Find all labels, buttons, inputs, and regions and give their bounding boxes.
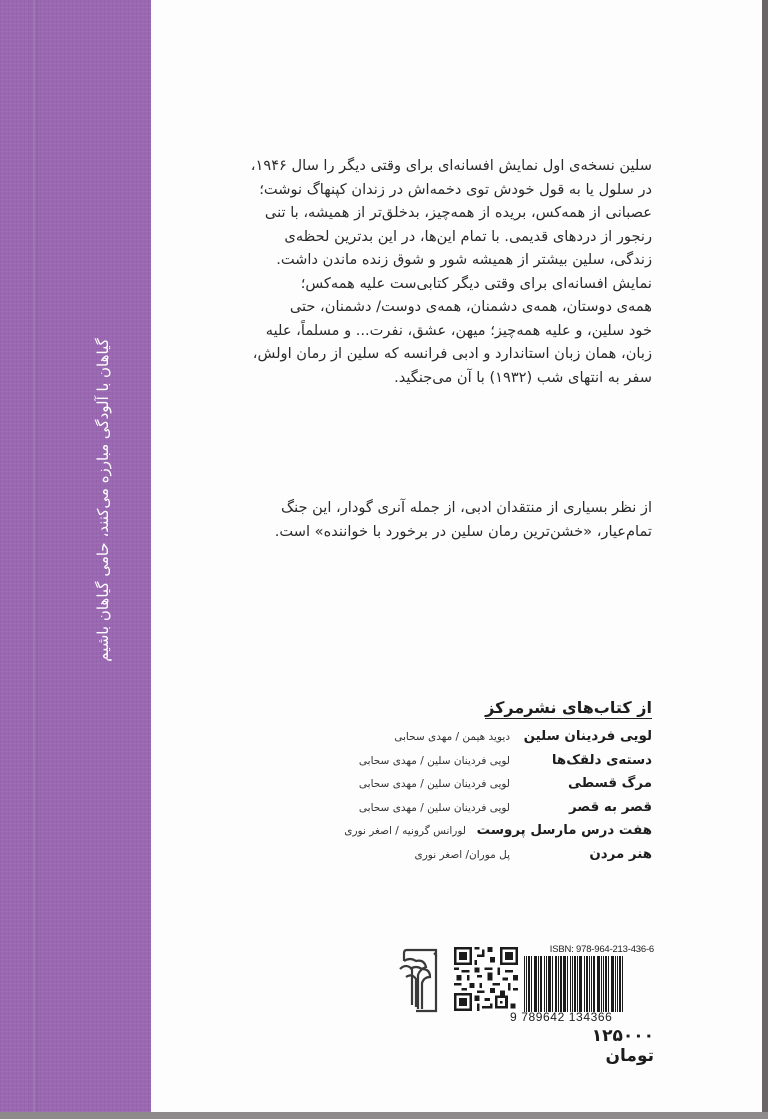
blurb-line: عصبانی از همه‌کس، بریده از همه‌چیز، بدخلق‌تر از همیشه، با تنی (264, 204, 652, 221)
blurb-line: در سلول یا به قول خودش توی دخمه‌اش در زندان کپنهاگ نوشت؛ (259, 180, 652, 198)
publisher-logo-icon (396, 947, 440, 1013)
blurb-line (232, 154, 652, 178)
book-title: هفت درس مارسل پروست (476, 823, 652, 838)
book-item (330, 753, 652, 777)
blurb-line-text: سلین نسخه‌ی اول نمایش افسانه‌ای برای وقتی دیگر را سال ۱۹۴۶، (250, 157, 652, 174)
blurb-paragraph-2 (232, 496, 652, 543)
book-title: مرگ قسطی (568, 776, 652, 791)
blurb-line: زبان، همان زبان استاندارد و ادبی فرانسه که سلین از رمان اولش، (252, 345, 652, 362)
blurb-line: تمام‌عیار، «خشن‌ترین رمان سلین در برخورد با خواننده» است. (274, 522, 652, 540)
spine-band (0, 0, 151, 1112)
spine-crease (30, 0, 38, 1112)
blurb-line: زندگی، سلین بیشتر از همیشه شور و شوق زنده ماندن داشت. (276, 251, 652, 268)
books-section-title: از کتاب‌های نشرمرکز (485, 698, 652, 717)
book-title: لویی فردینان سلین (523, 729, 652, 744)
blurb-line: از نظر بسیاری از منتقدان ادبی، از جمله آنری گودار، این جنگ (281, 499, 652, 516)
book-title: دسته‌ی دلقک‌ها (551, 752, 652, 768)
isbn-text: ISBN: 978-964-213-436-6 (549, 944, 654, 955)
book-title: هنر مردن (589, 846, 652, 862)
book-author-translator: لویی فردینان سلین / مهدی سحابی (358, 754, 510, 767)
book-author-translator: پل موران/ اصغر نوری (414, 848, 510, 861)
book-author-translator: لورانس گرونیه / اصغر نوری (344, 825, 466, 837)
qr-code (454, 946, 518, 1012)
book-item (330, 729, 652, 753)
blurb-line: نمایش افسانه‌ای برای وقتی دیگر کتابی‌ست علیه همه‌کس؛ (300, 274, 652, 292)
blurb-line: همه‌ی دوستان، همه‌ی دشمنان، همه‌ی دوست/ دشمنان، حتی (289, 298, 652, 315)
blurb-paragraph-1 (232, 154, 652, 389)
book-title: قصر به قصر (568, 799, 652, 815)
blurb-line: سفر به انتهای شب (۱۹۳۲) با آن می‌جنگید. (394, 368, 652, 386)
ean-digits: 9 789642 134366 (510, 1010, 613, 1024)
page-edge-bottom (0, 1112, 768, 1119)
page-edge-right (762, 0, 768, 1119)
book-item (330, 847, 652, 871)
book-author-translator: لویی فردینان سلین / مهدی سحابی (358, 801, 510, 814)
publisher-books-list (330, 698, 652, 870)
book-author-translator: دیوید هیمن / مهدی سحابی (394, 731, 510, 743)
isbn-barcode (510, 944, 654, 1024)
book-author-translator: لویی فردینان سلین / مهدی سحابی (358, 778, 510, 790)
book-item (330, 800, 652, 824)
blurb-line: رنجور از دردهای قدیمی. با تمام این‌ها، در این بدترین لحظه‌ی (284, 227, 652, 245)
price-label: ۱۲۵۰۰۰ تومان (591, 1026, 654, 1066)
book-item (330, 823, 652, 847)
barcode-bars (524, 956, 654, 1012)
spine-slogan: گیاهان با آلودگی مبارزه می‌کنند، حامی گیاهان باشیم (94, 338, 112, 662)
book-item (330, 776, 652, 800)
blurb-line: خود سلین، و علیه همه‌چیز؛ میهن، عشق، نفرت... و مسلماً، علیه (265, 321, 652, 339)
